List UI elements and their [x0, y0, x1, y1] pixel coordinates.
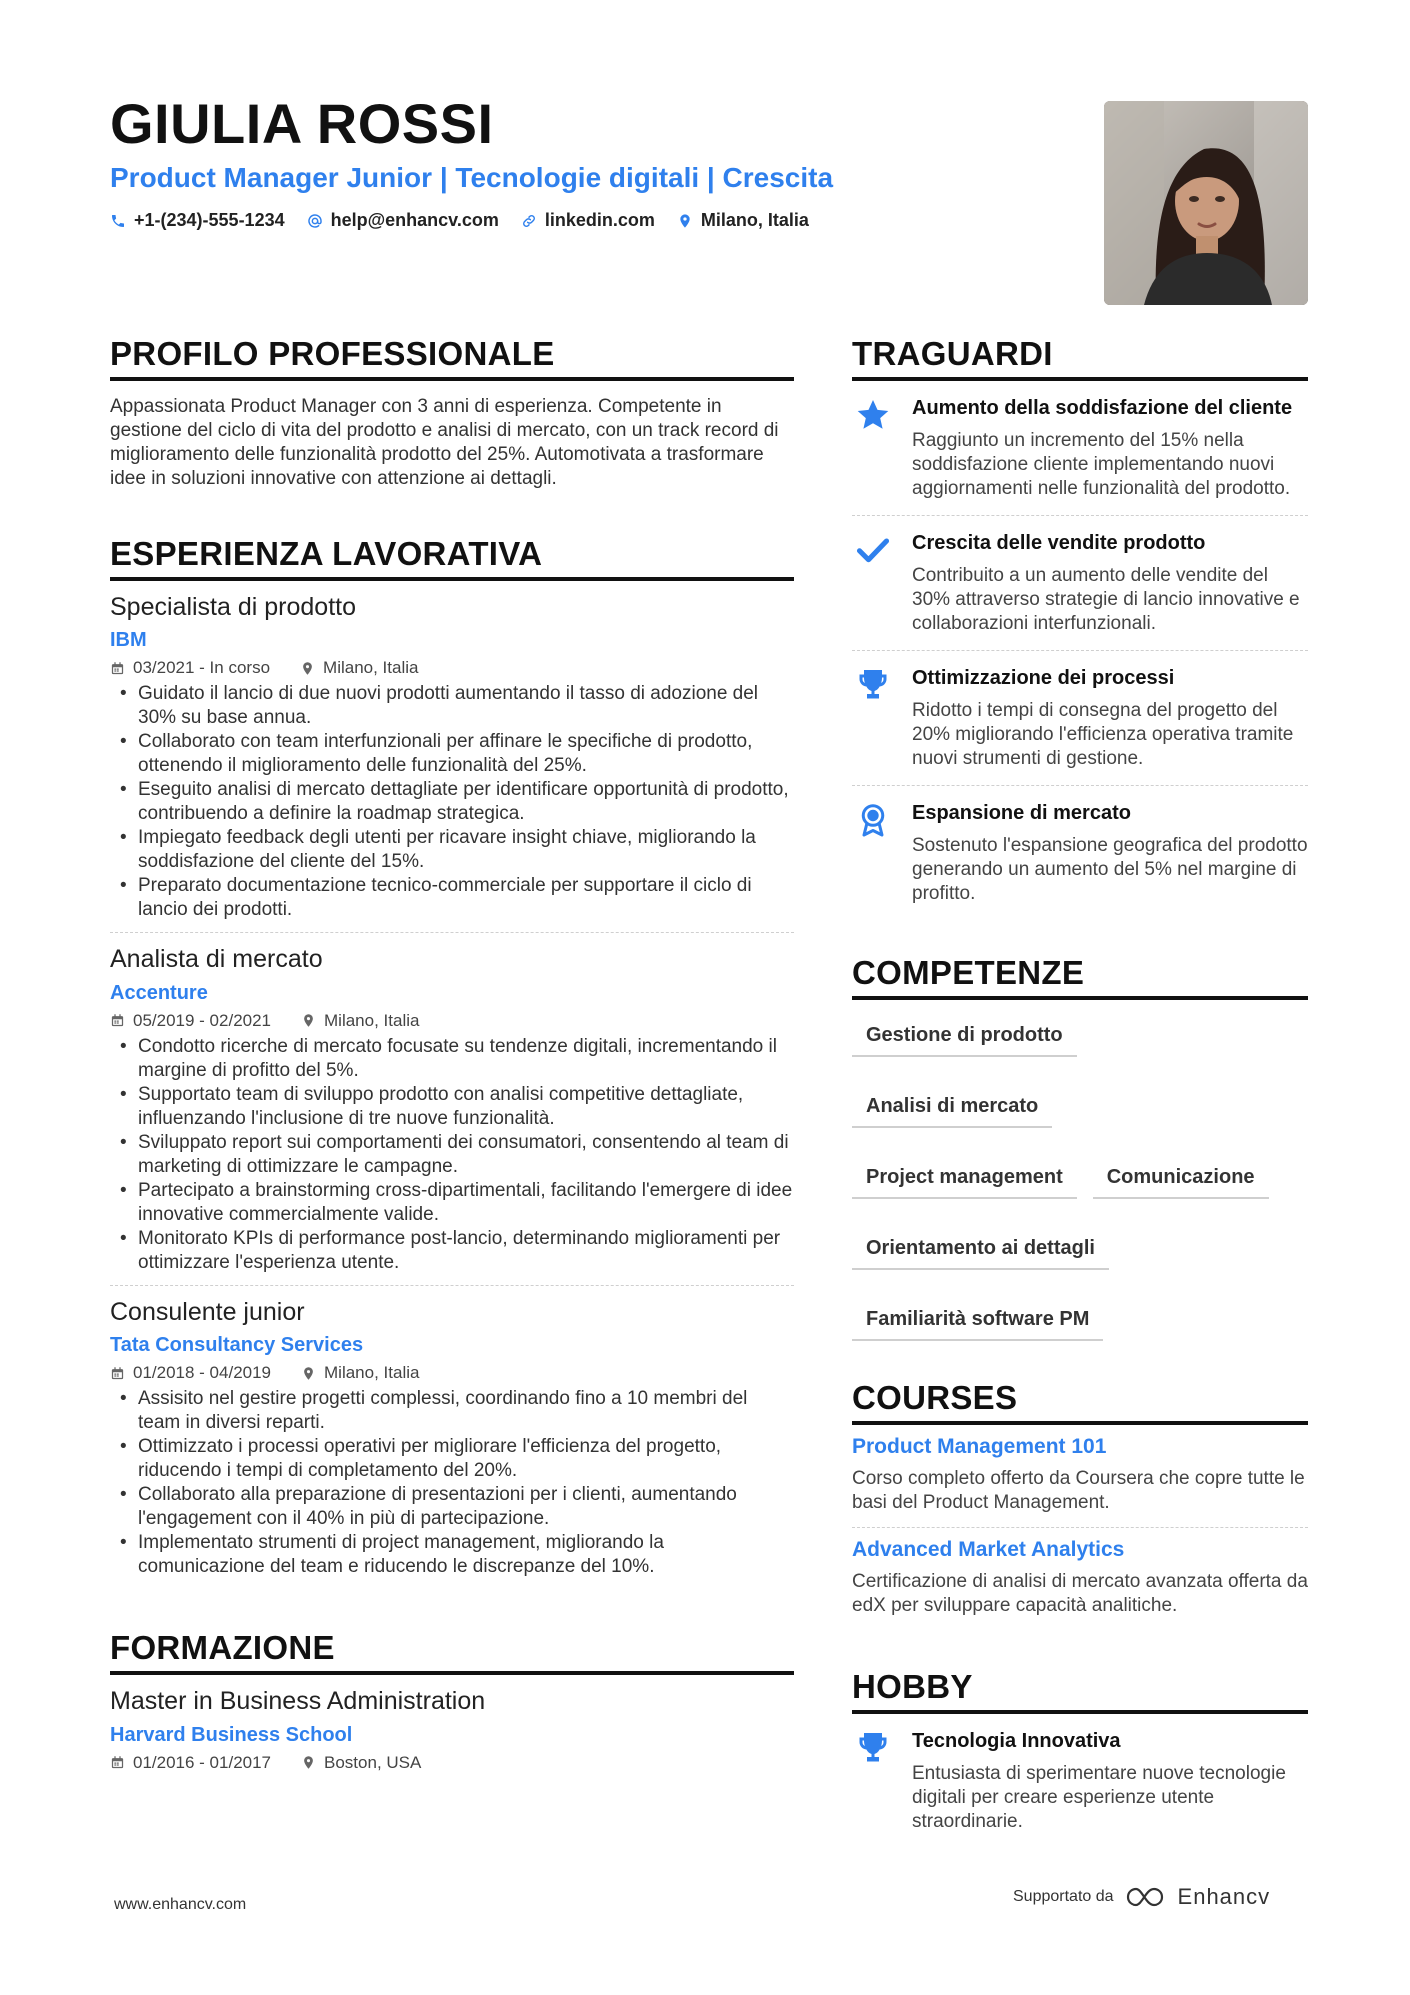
education-location-text: Boston, USA [324, 1752, 422, 1772]
job-bullet: • Preparato documentazione tecnico-commerciale per supportare il ciclo di lancio dei prodotti. [110, 874, 794, 922]
course-item [852, 1528, 1308, 1630]
job-bullet: • Partecipato a brainstorming cross-dipartimentali, facilitando l'emergere di idee innovative commercialmente valide. [110, 1179, 794, 1227]
job-dates-text: 03/2021 - In corso [133, 658, 271, 678]
job-location [301, 1011, 419, 1031]
profile-section-title: PROFILO PROFESSIONALE [110, 335, 794, 381]
education-dates [110, 1753, 271, 1773]
education-section-title: FORMAZIONE [110, 1629, 794, 1675]
achievement-item [852, 381, 1308, 516]
powered-by-label: Supportato da [1013, 1888, 1114, 1905]
phone-icon [110, 213, 126, 229]
hobby-item [852, 1714, 1308, 1848]
job-dates [110, 1011, 271, 1031]
job-dates-text: 01/2018 - 04/2019 [133, 1363, 272, 1383]
enhancv-logo-icon [1124, 1884, 1168, 1910]
education-entry [110, 1675, 794, 1783]
job-bullet: • Sviluppato report sui comportamenti dei consumatori, consentendo al team di marketing di ottimizzare le campagne. [110, 1131, 794, 1179]
location-pin-icon [301, 1755, 316, 1770]
job-dates-text: 05/2019 - 02/2021 [133, 1010, 272, 1030]
experience-section [110, 535, 794, 1589]
achievement-desc: Sostenuto l'espansione geografica del prodotto generando un aumento del 5% nel margine di profitto. [912, 834, 1308, 904]
skill-tag: Gestione di prodotto [852, 1018, 1077, 1057]
job-dates [110, 1363, 271, 1383]
education-meta [110, 1753, 794, 1773]
job-location [300, 658, 418, 678]
education-location [301, 1753, 421, 1773]
hobby-list [852, 1714, 1308, 1848]
achievement-item [852, 516, 1308, 651]
job-title: Specialista di prodotto [110, 592, 356, 621]
course-desc: Corso completo offerto da Coursera che copre tutte le basi del Product Management. [852, 1467, 1305, 1513]
skill-tag: Project management [852, 1160, 1077, 1199]
course-item [852, 1425, 1308, 1528]
job-company: Accenture [110, 981, 208, 1004]
job-bullet: • Eseguito analisi di mercato dettagliate per identificare opportunità di prodotto, contribuendo a definire la roadmap strategica. [110, 778, 794, 826]
experience-entry [110, 933, 794, 1286]
courses-section [852, 1379, 1308, 1630]
skill-tag: Analisi di mercato [852, 1089, 1052, 1128]
job-meta [110, 1363, 794, 1383]
job-meta [110, 1011, 794, 1031]
achievement-desc: Ridotto i tempi di consegna del progetto del 20% migliorando l'efficienza operativa tramite nuovi strumenti di gestione. [912, 699, 1294, 769]
job-bullets [110, 1387, 794, 1579]
education-degree: Master in Business Administration [110, 1687, 486, 1716]
job-title: Consulente junior [110, 1297, 305, 1326]
right-column [852, 335, 1308, 1892]
location-pin-icon [301, 1366, 316, 1381]
achievement-title: Crescita delle vendite prodotto [912, 531, 1206, 554]
phone-text: +1-(234)-555-1234 [134, 210, 285, 230]
achievement-title: Aumento della soddisfazione del cliente [912, 396, 1293, 419]
hobby-desc: Entusiasta di sperimentare nuove tecnologie digitali per creare esperienze utente straordinarie. [912, 1762, 1286, 1832]
course-title: Product Management 101 [852, 1434, 1107, 1458]
job-title: Analista di mercato [110, 945, 323, 974]
job-company: IBM [110, 629, 147, 652]
job-bullet: • Guidato il lancio di due nuovi prodotti aumentando il tasso di adozione del 30% su base annua. [110, 682, 794, 730]
skill-tag: Familiarità software PM [852, 1302, 1103, 1341]
profile-photo [1104, 101, 1308, 305]
candidate-name: GIULIA ROSSI [110, 92, 494, 155]
skill-tag: Orientamento ai dettagli [852, 1231, 1109, 1270]
achievement-item [852, 786, 1308, 920]
email-text[interactable]: help@enhancv.com [330, 210, 499, 230]
at-icon [307, 213, 323, 229]
job-bullet: • Collaborato alla preparazione di presentazioni per i clienti, aumentando l'engagement con il 40% in più di partecipazione. [110, 1483, 794, 1531]
experience-list [110, 581, 794, 1590]
job-bullet: • Assisito nel gestire progetti complessi, coordinando fino a 10 membri del team in diversi reparti. [110, 1387, 794, 1435]
achievements-list [852, 381, 1308, 920]
job-bullet: • Condotto ricerche di mercato focusate su tendenze digitali, incrementando il margine di profitto del 5%. [110, 1035, 794, 1083]
location-pin-icon [301, 1013, 316, 1028]
star-icon [852, 395, 894, 501]
hobby-section-title: HOBBY [852, 1668, 1308, 1714]
left-column [110, 335, 794, 1827]
hobby-title: Tecnologia Innovativa [912, 1729, 1121, 1752]
calendar-icon [110, 1013, 125, 1028]
candidate-headline: Product Manager Junior | Tecnologie digitali | Crescita [110, 162, 834, 193]
calendar-icon [110, 1755, 125, 1770]
job-location-text: Milano, Italia [324, 1010, 420, 1030]
courses-section-title: COURSES [852, 1379, 1308, 1425]
profile-section [110, 335, 794, 491]
skill-tag: Comunicazione [1093, 1160, 1269, 1199]
education-dates-text: 01/2016 - 01/2017 [133, 1752, 272, 1772]
achievements-section [852, 335, 1308, 920]
location-text: Milano, Italia [700, 210, 809, 230]
contact-location [677, 210, 809, 231]
calendar-icon [110, 661, 125, 676]
contact-linkedin[interactable] [521, 210, 655, 231]
job-location-text: Milano, Italia [323, 658, 419, 678]
link-icon [521, 213, 537, 229]
skills-section [852, 954, 1308, 1341]
job-bullet: • Supportato team di sviluppo prodotto con analisi competitive dettagliate, influenzando l'inclusione di tre nuove funzionalità. [110, 1083, 794, 1131]
education-section [110, 1629, 794, 1782]
job-bullet: • Monitorato KPIs di performance post-lancio, determinando miglioramenti per ottimizzare l'esperienza utente. [110, 1227, 794, 1275]
job-bullets [110, 1035, 794, 1275]
location-pin-icon [300, 661, 315, 676]
experience-entry [110, 581, 794, 934]
job-bullets [110, 682, 794, 922]
hobby-section [852, 1668, 1308, 1848]
courses-list [852, 1425, 1308, 1630]
job-location [301, 1363, 419, 1383]
experience-section-title: ESPERIENZA LAVORATIVA [110, 535, 794, 581]
skills-section-title: COMPETENZE [852, 954, 1308, 1000]
job-bullet: • Collaborato con team interfunzionali per affinare le specifiche di prodotto, ottenendo il miglioramento delle funzionalità del 25%. [110, 730, 794, 778]
education-school: Harvard Business School [110, 1723, 353, 1746]
achievement-item [852, 651, 1308, 786]
check-icon [852, 530, 894, 636]
course-desc: Certificazione di analisi di mercato avanzata offerta da edX per sviluppare capacità analitiche. [852, 1570, 1308, 1616]
contact-phone [110, 210, 285, 231]
achievement-desc: Contribuito a un aumento delle vendite del 30% attraverso strategie di lancio innovative e collaborazioni interfunzionali. [912, 564, 1300, 634]
job-location-text: Milano, Italia [324, 1363, 420, 1383]
trophy-icon [852, 1728, 894, 1834]
calendar-icon [110, 1366, 125, 1381]
trophy-icon [852, 665, 894, 771]
footer-branding [1013, 1884, 1270, 1910]
job-bullet: • Ottimizzato i processi operativi per migliorare l'efficienza del progetto, riducendo i tempi di completamento del 20%. [110, 1435, 794, 1483]
contact-email[interactable] [307, 210, 499, 231]
location-pin-icon [677, 213, 693, 229]
skills-list [852, 1018, 1308, 1341]
achievements-section-title: TRAGUARDI [852, 335, 1308, 381]
profile-summary: Appassionata Product Manager con 3 anni di esperienza. Competente in gestione del ciclo di vita del prodotto e analisi di mercato, con un track record di miglioramento delle funzionalità prodotto del 25%. Automotivata a trasformare idee in soluzioni innovative con attenzione ai dettagli. [110, 395, 779, 489]
linkedin-text[interactable]: linkedin.com [544, 210, 655, 230]
medal-icon [852, 800, 894, 906]
job-dates [110, 658, 270, 678]
achievement-title: Espansione di mercato [912, 801, 1131, 824]
job-company: Tata Consultancy Services [110, 1334, 364, 1357]
job-bullet: • Implementato strumenti di project management, migliorando la comunicazione del team e riducendo le discrepanze del 10%. [110, 1531, 794, 1579]
brand-name: Enhancv [1177, 1884, 1271, 1909]
job-meta [110, 658, 794, 678]
experience-entry [110, 1286, 794, 1590]
contact-bar [110, 210, 809, 231]
job-bullet: • Impiegato feedback degli utenti per ricavare insight chiave, migliorando la soddisfazione del cliente del 15%. [110, 826, 794, 874]
achievement-desc: Raggiunto un incremento del 15% nella soddisfazione cliente implementando nuovi aggiornamenti nelle funzionalità del prodotto. [912, 429, 1291, 499]
course-title: Advanced Market Analytics [852, 1537, 1125, 1561]
achievement-title: Ottimizzazione dei processi [912, 666, 1175, 689]
footer-website[interactable]: www.enhancv.com [114, 1896, 247, 1913]
